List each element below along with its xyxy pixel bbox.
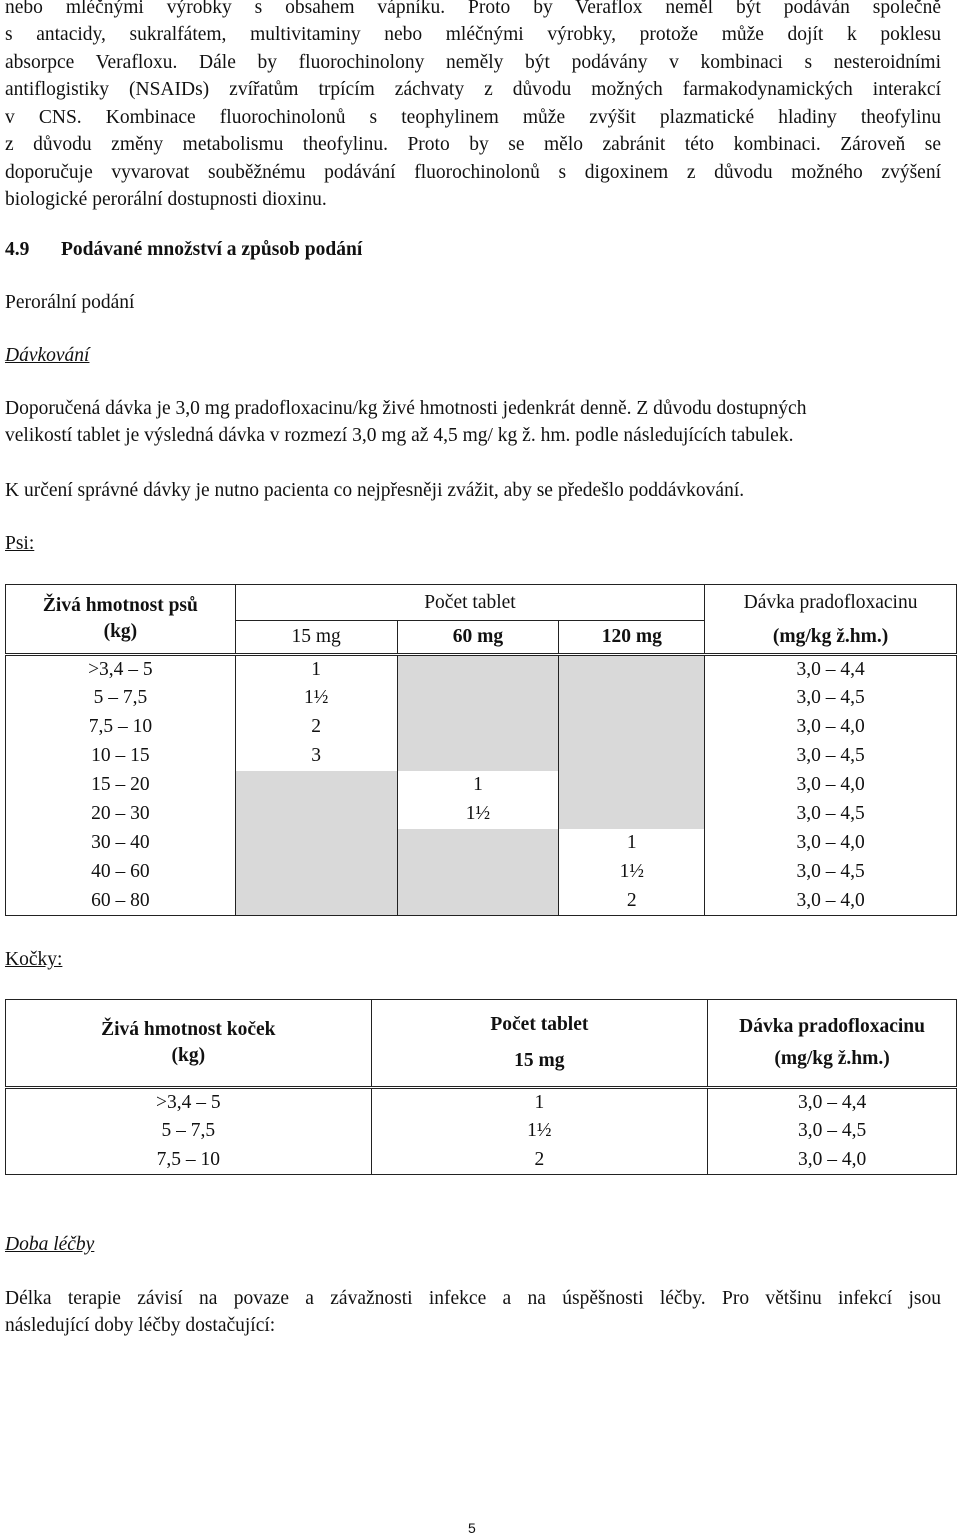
- table-row: [6, 684, 957, 713]
- dogs-tablets-header: Počet tablet: [235, 585, 704, 621]
- weight-cell: >3,4 – 5: [6, 1088, 372, 1117]
- tab-120-cell: 1: [559, 829, 705, 858]
- tab-60-cell: [397, 742, 559, 771]
- dogs-tab-120-header: 120 mg: [559, 621, 705, 655]
- cats-dose-header: [708, 1000, 957, 1088]
- table-row: [6, 713, 957, 742]
- tab-15-cell: 1½: [235, 684, 397, 713]
- dose-cell: 3,0 – 4,5: [705, 858, 957, 887]
- dose-cell: 3,0 – 4,0: [708, 1146, 957, 1175]
- dogs-tab-60-header: 60 mg: [397, 621, 559, 655]
- table-row: [6, 800, 957, 829]
- weight-cell: 60 – 80: [6, 887, 236, 916]
- tab-15-cell: 1: [235, 655, 397, 684]
- section-number: 4.9: [5, 239, 30, 260]
- tab-15-cell: 1: [371, 1088, 708, 1117]
- dose-cell: 3,0 – 4,5: [708, 1117, 957, 1146]
- dose-cell: 3,0 – 4,0: [705, 887, 957, 916]
- cats-weight-header: [6, 1000, 372, 1088]
- header-text: Živá hmotnost psů: [42, 595, 198, 616]
- dogs-dosage-table: [5, 584, 957, 916]
- tab-15-cell: [235, 771, 397, 800]
- table-row: [6, 829, 957, 858]
- intro-line: v CNS. Kombinace fluorochinolonů s teophylinem může zvýšit plazmatické hladiny theofylinu: [5, 107, 941, 128]
- table-row: [6, 1117, 957, 1146]
- intro-line: antiflogistiky (NSAIDs) zvířatům trpícím záchvaty z důvodu možných farmakodynamických interakcí: [5, 79, 941, 100]
- intro-line: doporučuje vyvarovat souběžnému podávání fluorochinolonů s digoxinem z důvodu možného zvýšení: [5, 162, 941, 183]
- weight-cell: 7,5 – 10: [6, 1146, 372, 1175]
- tab-60-cell: 1: [397, 771, 559, 800]
- intro-line: biologické perorální dostupnosti dioxinu.: [5, 189, 327, 210]
- tab-60-cell: [397, 858, 559, 887]
- tab-120-cell: [559, 684, 705, 713]
- weight-cell: 7,5 – 10: [6, 713, 236, 742]
- dogs-tab-15-header: 15 mg: [235, 621, 397, 655]
- weight-cell: 15 – 20: [6, 771, 236, 800]
- table-row: [6, 655, 957, 684]
- table-row: [6, 1146, 957, 1175]
- tab-15-cell: [235, 858, 397, 887]
- header-text: (mg/kg ž.hm.): [774, 1048, 890, 1069]
- tab-15-cell: [235, 887, 397, 916]
- weight-cell: 5 – 7,5: [6, 1117, 372, 1146]
- header-text: Počet tablet: [490, 1014, 589, 1035]
- weight-cell: 10 – 15: [6, 742, 236, 771]
- weighing-note: K určení správné dávky je nutno pacienta co nejpřesněji zvážit, aby se předešlo poddávkování.: [5, 480, 745, 501]
- dosage-line: velikostí tablet je výsledná dávka v rozmezí 3,0 mg až 4,5 mg/ kg ž. hm. podle následujících tabulek.: [5, 425, 794, 446]
- duration-heading: Doba léčby: [5, 1234, 95, 1255]
- dosage-line: Doporučená dávka je 3,0 mg pradofloxacinu/kg živé hmotnosti jedenkrát denně. Z důvodu dostupných: [5, 398, 807, 419]
- table-row: [6, 887, 957, 916]
- table-row: [6, 858, 957, 887]
- dose-cell: 3,0 – 4,0: [705, 829, 957, 858]
- tab-60-cell: [397, 829, 559, 858]
- tab-120-cell: [559, 713, 705, 742]
- dose-cell: 3,0 – 4,4: [705, 655, 957, 684]
- duration-line: následující doby léčby dostačující:: [5, 1315, 276, 1336]
- page-number: 5: [468, 1520, 476, 1536]
- dogs-heading: Psi:: [5, 533, 35, 554]
- cats-heading: Kočky:: [5, 949, 63, 970]
- intro-line: nebo mléčnými výrobky s obsahem vápníku. Proto by Veraflox neměl být podáván společně: [5, 0, 941, 18]
- dose-cell: 3,0 – 4,4: [708, 1088, 957, 1117]
- tab-15-cell: [235, 829, 397, 858]
- tab-120-cell: 1½: [559, 858, 705, 887]
- intro-line: s antacidy, sukralfátem, multivitaminy nebo mléčnými výrobky, protože může dojít k poklesu: [5, 24, 941, 45]
- section-heading: [5, 237, 362, 263]
- header-text: (kg): [103, 621, 138, 642]
- dosage-heading: Dávkování: [5, 345, 90, 366]
- tab-120-cell: [559, 742, 705, 771]
- dogs-dose-header: Dávka pradofloxacinu: [705, 585, 957, 621]
- tab-60-cell: [397, 713, 559, 742]
- tab-60-cell: [397, 887, 559, 916]
- header-text: (kg): [171, 1045, 206, 1066]
- table-row: [6, 1088, 957, 1117]
- dose-cell: 3,0 – 4,5: [705, 684, 957, 713]
- tab-15-cell: 2: [235, 713, 397, 742]
- duration-line: Délka terapie závisí na povaze a závažnosti infekce a na úspěšnosti léčby. Pro většinu infekcí jsou: [5, 1288, 941, 1309]
- tab-120-cell: [559, 655, 705, 684]
- intro-line: z důvodu změny metabolismu theofylinu. Proto by se mělo zabránit této kombinaci. Zároveň se: [5, 134, 941, 155]
- tab-120-cell: [559, 771, 705, 800]
- tab-120-cell: [559, 800, 705, 829]
- dose-cell: 3,0 – 4,0: [705, 713, 957, 742]
- section-title: Podávané množství a způsob podání: [61, 239, 363, 260]
- header-text: Dávka pradofloxacinu: [739, 1016, 925, 1037]
- weight-cell: 40 – 60: [6, 858, 236, 887]
- weight-cell: 5 – 7,5: [6, 684, 236, 713]
- table-row: [6, 742, 957, 771]
- tab-60-cell: [397, 684, 559, 713]
- intro-line: absorpce Verafloxu. Dále by fluorochinolony neměly být podávány v kombinaci s nesteroidními: [5, 52, 941, 73]
- tab-120-cell: 2: [559, 887, 705, 916]
- tab-15-cell: 2: [371, 1146, 708, 1175]
- weight-cell: 30 – 40: [6, 829, 236, 858]
- weight-cell: 20 – 30: [6, 800, 236, 829]
- tab-15-cell: 3: [235, 742, 397, 771]
- dose-cell: 3,0 – 4,5: [705, 800, 957, 829]
- dose-cell: 3,0 – 4,5: [705, 742, 957, 771]
- cats-tablets-header: [371, 1000, 708, 1088]
- tab-15-cell: [235, 800, 397, 829]
- header-text: Živá hmotnost koček: [101, 1019, 276, 1040]
- dogs-weight-header: [6, 585, 236, 655]
- dose-cell: 3,0 – 4,0: [705, 771, 957, 800]
- table-row: [6, 771, 957, 800]
- tab-60-cell: [397, 655, 559, 684]
- cats-dosage-table: [5, 999, 957, 1175]
- header-text: 15 mg: [514, 1050, 565, 1071]
- weight-cell: >3,4 – 5: [6, 655, 236, 684]
- tab-15-cell: 1½: [371, 1117, 708, 1146]
- tab-60-cell: 1½: [397, 800, 559, 829]
- route-text: Perorální podání: [5, 292, 135, 313]
- dogs-dose-unit-header: (mg/kg ž.hm.): [705, 621, 957, 655]
